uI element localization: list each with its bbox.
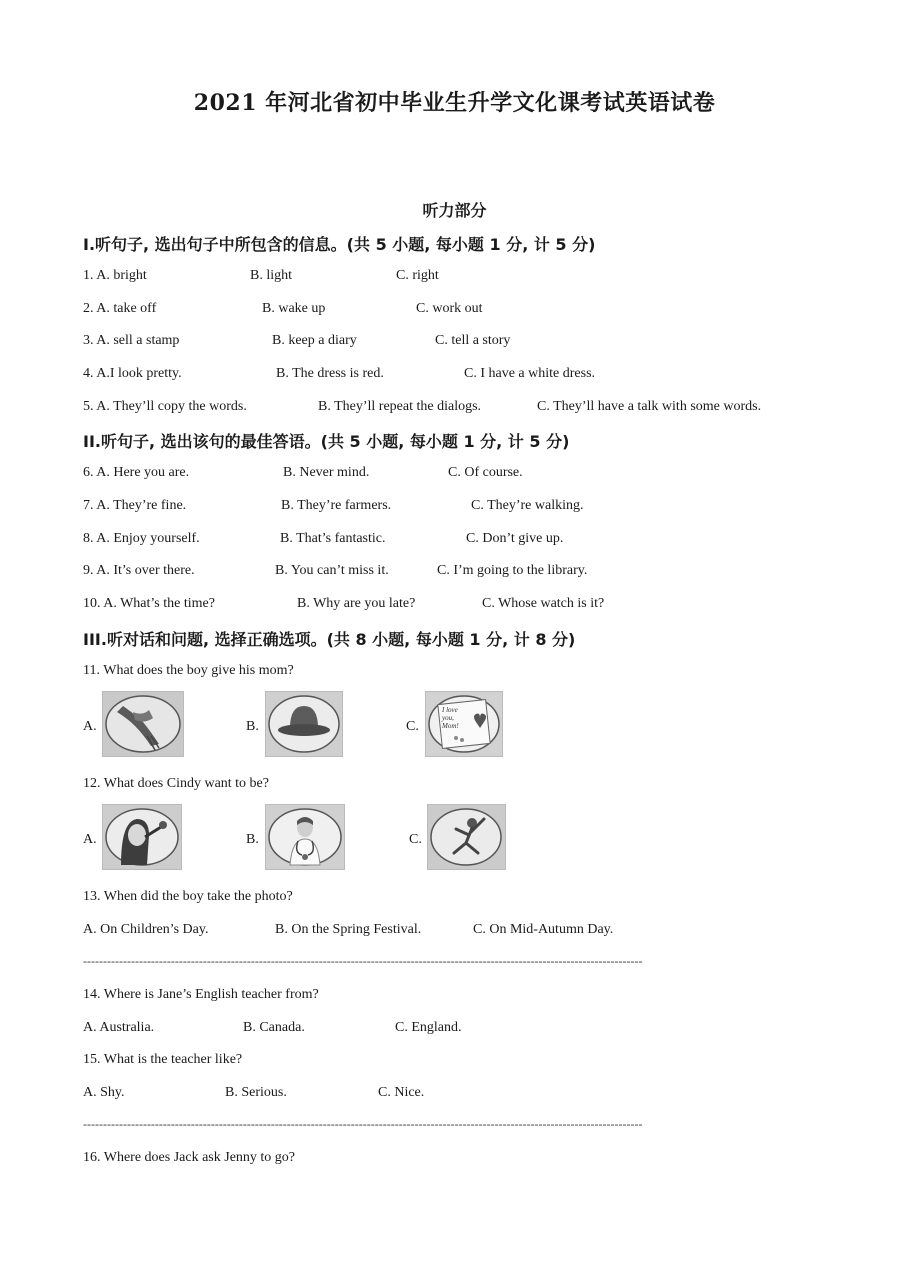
q1-option-b: B. light xyxy=(250,268,293,283)
doctor-picture xyxy=(265,804,345,870)
q11-option-c-label: C. xyxy=(406,719,419,734)
q6-option-a: 6. A. Here you are. xyxy=(83,465,190,480)
q4-option-b: B. The dress is red. xyxy=(276,366,384,381)
q14-stem: 14. Where is Jane’s English teacher from? xyxy=(83,987,319,1002)
q11-option-b-label: B. xyxy=(246,719,259,734)
section-3-heading: III.听对话和问题, 选择正确选项。(共 8 小题, 每小题 1 分, 计 8 分) xyxy=(83,630,576,649)
q14-option-b: B. Canada. xyxy=(243,1020,305,1035)
q5-option-c: C. They’ll have a talk with some words. xyxy=(537,399,762,414)
q13-stem: 13. When did the boy take the photo? xyxy=(83,889,293,904)
q11-stem: 11. What does the boy give his mom? xyxy=(83,663,294,678)
q10-option-a: 10. A. What’s the time? xyxy=(83,596,215,611)
q5-option-a: 5. A. They’ll copy the words. xyxy=(83,399,247,414)
q12-option-b-label: B. xyxy=(246,832,259,847)
q8-option-a: 8. A. Enjoy yourself. xyxy=(83,531,200,546)
card-text: I love you, Mom! xyxy=(442,706,459,730)
q3-option-b: B. keep a diary xyxy=(272,333,357,348)
q14-option-a: A. Australia. xyxy=(83,1020,155,1035)
q12-option-a-label: A. xyxy=(83,832,97,847)
divider-line-1: -------------------------------------------------------------------------------------------------------------------------------------------- xyxy=(83,954,643,968)
card-picture xyxy=(425,691,503,757)
q4-option-c: C. I have a white dress. xyxy=(464,366,596,381)
q15-option-c: C. Nice. xyxy=(378,1085,425,1100)
q13-option-b: B. On the Spring Festival. xyxy=(275,922,422,937)
q7-option-b: B. They’re farmers. xyxy=(281,498,392,513)
q5-option-b: B. They’ll repeat the dialogs. xyxy=(318,399,482,414)
section-2-heading: II.听句子, 选出该句的最佳答语。(共 5 小题, 每小题 1 分, 计 5 分) xyxy=(83,432,570,451)
q13-option-c: C. On Mid-Autumn Day. xyxy=(473,922,614,937)
q8-option-c: C. Don’t give up. xyxy=(466,531,564,546)
exam-title: 2021 年河北省初中毕业生升学文化课考试英语试卷 xyxy=(193,90,716,116)
q3-option-c: C. tell a story xyxy=(435,333,511,348)
q6-option-c: C. Of course. xyxy=(448,465,523,480)
q12-stem: 12. What does Cindy want to be? xyxy=(83,776,269,791)
q11-option-a-label: A. xyxy=(83,719,97,734)
q2-option-a: 2. A. take off xyxy=(83,301,157,316)
q9-option-c: C. I’m going to the library. xyxy=(437,563,588,578)
q1-option-a: 1. A. bright xyxy=(83,268,147,283)
q7-option-a: 7. A. They’re fine. xyxy=(83,498,187,513)
q15-option-b: B. Serious. xyxy=(225,1085,287,1100)
q16-stem: 16. Where does Jack ask Jenny to go? xyxy=(83,1150,296,1165)
q1-option-c: C. right xyxy=(396,268,439,283)
q13-option-a: A. On Children’s Day. xyxy=(83,922,209,937)
q2-option-c: C. work out xyxy=(416,301,483,316)
divider-line-2: -------------------------------------------------------------------------------------------------------------------------------------------- xyxy=(83,1117,643,1131)
q10-option-b: B. Why are you late? xyxy=(297,596,416,611)
q6-option-b: B. Never mind. xyxy=(283,465,370,480)
q9-option-a: 9. A. It’s over there. xyxy=(83,563,195,578)
q15-option-a: A. Shy. xyxy=(83,1085,125,1100)
q9-option-b: B. You can’t miss it. xyxy=(275,563,389,578)
q8-option-b: B. That’s fantastic. xyxy=(280,531,386,546)
section-1-heading: I.听句子, 选出句子中所包含的信息。(共 5 小题, 每小题 1 分, 计 5 分) xyxy=(83,235,596,254)
dancer-picture xyxy=(427,804,506,870)
listening-part-title: 听力部分 xyxy=(422,201,487,220)
hat-picture xyxy=(265,691,343,757)
q3-option-a: 3. A. sell a stamp xyxy=(83,333,180,348)
q2-option-b: B. wake up xyxy=(262,301,326,316)
q15-stem: 15. What is the teacher like? xyxy=(83,1052,243,1067)
q14-option-c: C. England. xyxy=(395,1020,462,1035)
q4-option-a: 4. A.I look pretty. xyxy=(83,366,182,381)
q7-option-c: C. They’re walking. xyxy=(471,498,584,513)
q10-option-c: C. Whose watch is it? xyxy=(482,596,605,611)
scarf-picture xyxy=(102,691,184,757)
singer-picture xyxy=(102,804,182,870)
q12-option-c-label: C. xyxy=(409,832,422,847)
